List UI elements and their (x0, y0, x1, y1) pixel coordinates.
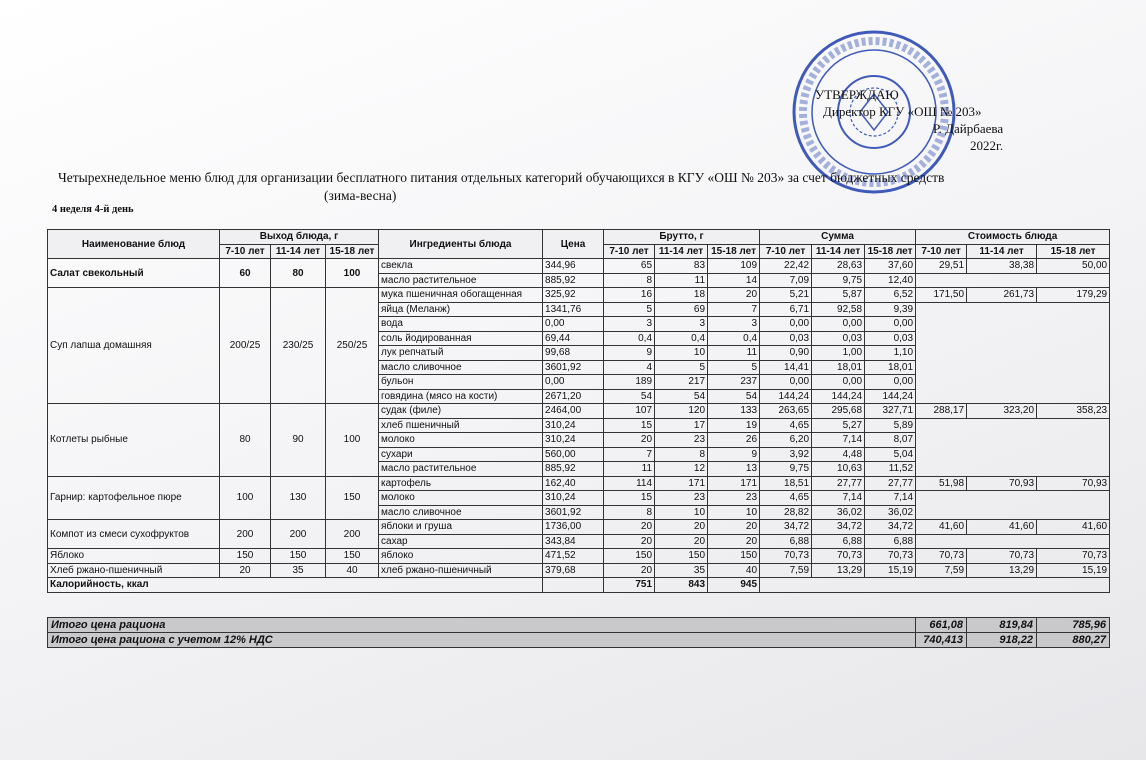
calories-empty (760, 578, 1110, 593)
ingredient-brutto: 18 (655, 288, 708, 303)
dish-cost: 38,38 (967, 259, 1037, 274)
ingredient-brutto: 54 (604, 389, 655, 404)
ingredient-sum: 295,68 (812, 404, 865, 419)
ingredient-sum: 6,88 (760, 534, 812, 549)
calories-value: 751 (604, 578, 655, 593)
menu-table-body (48, 259, 1110, 578)
ingredient-price: 885,92 (543, 273, 604, 288)
ingredient-brutto: 8 (604, 505, 655, 520)
dish-cost: 323,20 (967, 404, 1037, 419)
dish-name: Гарнир: картофельное пюре (48, 476, 220, 520)
ingredient-name: хлеб пшеничный (379, 418, 543, 433)
ingredient-sum: 28,63 (812, 259, 865, 274)
ingredient-sum: 7,14 (812, 433, 865, 448)
dish-cost-empty (916, 273, 1110, 288)
ingredient-sum: 0,03 (760, 331, 812, 346)
dish-cost-empty (916, 302, 1110, 404)
ingredient-sum: 6,52 (865, 288, 916, 303)
ingredient-sum: 22,42 (760, 259, 812, 274)
ingredient-name: яблоко (379, 549, 543, 564)
ingredient-sum: 70,73 (812, 549, 865, 564)
ingredient-brutto: 11 (708, 346, 760, 361)
dish-name: Хлеб ржано-пшеничный (48, 563, 220, 578)
ingredient-brutto: 13 (708, 462, 760, 477)
ingredient-brutto: 237 (708, 375, 760, 390)
ingredient-sum: 92,58 (812, 302, 865, 317)
header-age: 7-10 лет (220, 244, 271, 259)
ingredient-sum: 0,00 (812, 317, 865, 332)
dish-name: Компот из смеси сухофруктов (48, 520, 220, 549)
dish-yield: 250/25 (326, 288, 379, 404)
ingredient-brutto: 20 (655, 534, 708, 549)
ingredient-sum: 263,65 (760, 404, 812, 419)
ingredient-brutto: 11 (604, 462, 655, 477)
dish-yield: 20 (220, 563, 271, 578)
ingredient-brutto: 83 (655, 259, 708, 274)
dish-cost: 13,29 (967, 563, 1037, 578)
ingredient-sum: 27,77 (865, 476, 916, 491)
ingredient-brutto: 26 (708, 433, 760, 448)
ingredient-sum: 34,72 (760, 520, 812, 535)
ingredient-brutto: 171 (655, 476, 708, 491)
ingredient-brutto: 114 (604, 476, 655, 491)
ingredient-brutto: 7 (604, 447, 655, 462)
total-value: 785,96 (1037, 618, 1110, 633)
dish-cost: 70,73 (967, 549, 1037, 564)
table-row (48, 259, 1110, 274)
ingredient-name: молоко (379, 433, 543, 448)
ingredient-sum: 3,92 (760, 447, 812, 462)
approval-director: Директор КГУ «ОШ № 203» (823, 104, 982, 119)
ingredient-sum: 0,00 (760, 317, 812, 332)
totals-table (47, 617, 1110, 648)
dish-yield: 100 (326, 259, 379, 288)
calories-spacer (543, 578, 604, 593)
ingredient-brutto: 3 (655, 317, 708, 332)
dish-cost: 171,50 (916, 288, 967, 303)
header-age: 11-14 лет (655, 244, 708, 259)
ingredient-sum: 0,03 (812, 331, 865, 346)
ingredient-sum: 6,88 (812, 534, 865, 549)
dish-cost: 70,73 (916, 549, 967, 564)
approval-heading: УТВЕРЖДАЮ (815, 87, 899, 102)
ingredient-sum: 5,04 (865, 447, 916, 462)
ingredient-brutto: 150 (708, 549, 760, 564)
menu-table (47, 229, 1110, 593)
dish-cost: 7,59 (916, 563, 967, 578)
ingredient-sum: 15,19 (865, 563, 916, 578)
approval-date: 2022г. (970, 138, 1004, 153)
ingredient-sum: 70,73 (865, 549, 916, 564)
table-row (48, 520, 1110, 535)
ingredient-brutto: 20 (655, 520, 708, 535)
ingredient-brutto: 150 (655, 549, 708, 564)
total-row (48, 618, 1110, 633)
ingredient-sum: 4,48 (812, 447, 865, 462)
ingredient-sum: 0,00 (865, 375, 916, 390)
ingredient-name: масло растительное (379, 273, 543, 288)
dish-yield: 200 (326, 520, 379, 549)
ingredient-brutto: 20 (604, 520, 655, 535)
ingredient-brutto: 15 (604, 418, 655, 433)
total-label: Итого цена рациона (48, 618, 916, 633)
ingredient-sum: 144,24 (812, 389, 865, 404)
dish-yield: 80 (220, 404, 271, 477)
dish-cost: 179,29 (1037, 288, 1110, 303)
header-price: Цена (543, 230, 604, 259)
week-day-label: 4 неделя 4-й день (52, 204, 134, 215)
ingredient-sum: 18,01 (812, 360, 865, 375)
ingredient-sum: 0,00 (812, 375, 865, 390)
dish-cost: 50,00 (1037, 259, 1110, 274)
total-value: 661,08 (916, 618, 967, 633)
ingredient-price: 344,96 (543, 259, 604, 274)
ingredient-brutto: 10 (655, 346, 708, 361)
ingredient-brutto: 11 (655, 273, 708, 288)
ingredient-brutto: 20 (604, 563, 655, 578)
ingredient-sum: 0,00 (760, 375, 812, 390)
dish-name: Яблоко (48, 549, 220, 564)
dish-cost: 288,17 (916, 404, 967, 419)
ingredient-brutto: 20 (604, 534, 655, 549)
ingredient-price: 0,00 (543, 375, 604, 390)
ingredient-brutto: 0,4 (604, 331, 655, 346)
ingredient-price: 471,52 (543, 549, 604, 564)
ingredient-price: 162,40 (543, 476, 604, 491)
dish-yield: 100 (220, 476, 271, 520)
header-ingredients: Ингредиенты блюда (379, 230, 543, 259)
ingredient-name: лук репчатый (379, 346, 543, 361)
ingredient-brutto: 7 (708, 302, 760, 317)
ingredient-sum: 18,01 (865, 360, 916, 375)
header-age: 15-18 лет (865, 244, 916, 259)
ingredient-brutto: 15 (604, 491, 655, 506)
ingredient-brutto: 20 (708, 288, 760, 303)
dish-yield: 100 (326, 404, 379, 477)
ingredient-sum: 13,29 (812, 563, 865, 578)
dish-name: Котлеты рыбные (48, 404, 220, 477)
ingredient-sum: 7,14 (865, 491, 916, 506)
ingredient-sum: 9,75 (812, 273, 865, 288)
table-row (48, 563, 1110, 578)
ingredient-sum: 9,75 (760, 462, 812, 477)
dish-cost: 41,60 (967, 520, 1037, 535)
ingredient-sum: 0,03 (865, 331, 916, 346)
ingredient-sum: 11,52 (865, 462, 916, 477)
ingredient-sum: 14,41 (760, 360, 812, 375)
header-sum: Сумма (760, 230, 916, 245)
ingredient-sum: 28,82 (760, 505, 812, 520)
ingredient-price: 1341,76 (543, 302, 604, 317)
ingredient-brutto: 189 (604, 375, 655, 390)
ingredient-brutto: 17 (655, 418, 708, 433)
header-brutto: Брутто, г (604, 230, 760, 245)
ingredient-sum: 5,27 (812, 418, 865, 433)
ingredient-brutto: 133 (708, 404, 760, 419)
dish-cost-empty (916, 418, 1110, 476)
ingredient-name: судак (филе) (379, 404, 543, 419)
ingredient-price: 3601,92 (543, 360, 604, 375)
header-age: 11-14 лет (967, 244, 1037, 259)
ingredient-name: сухари (379, 447, 543, 462)
ingredient-price: 99,68 (543, 346, 604, 361)
ingredient-price: 2671,20 (543, 389, 604, 404)
ingredient-name: масло сливочное (379, 505, 543, 520)
ingredient-name: бульон (379, 375, 543, 390)
ingredient-price: 69,44 (543, 331, 604, 346)
document-title: Четырехнедельное меню блюд для организации бесплатного питания отдельных категорий обучающихся в КГУ «ОШ № 203» за счет бюджетных средств (58, 170, 945, 185)
dish-cost: 70,93 (1037, 476, 1110, 491)
ingredient-brutto: 20 (708, 534, 760, 549)
ingredient-name: масло сливочное (379, 360, 543, 375)
ingredient-sum: 8,07 (865, 433, 916, 448)
header-age: 15-18 лет (708, 244, 760, 259)
total-vat-row (48, 633, 1110, 648)
header-dish: Наименование блюд (48, 230, 220, 259)
header-age: 7-10 лет (916, 244, 967, 259)
ingredient-name: мука пшеничная обогащенная (379, 288, 543, 303)
dish-name: Суп лапша домашняя (48, 288, 220, 404)
ingredient-price: 310,24 (543, 433, 604, 448)
dish-yield: 150 (271, 549, 326, 564)
ingredient-name: вода (379, 317, 543, 332)
ingredient-sum: 36,02 (865, 505, 916, 520)
ingredient-sum: 7,09 (760, 273, 812, 288)
ingredient-name: картофель (379, 476, 543, 491)
dish-cost: 51,98 (916, 476, 967, 491)
ingredient-brutto: 4 (604, 360, 655, 375)
dish-yield: 200 (220, 520, 271, 549)
ingredient-brutto: 5 (655, 360, 708, 375)
ingredient-brutto: 16 (604, 288, 655, 303)
dish-yield: 90 (271, 404, 326, 477)
ingredient-brutto: 23 (655, 491, 708, 506)
calories-row (48, 578, 1110, 593)
dish-yield: 200/25 (220, 288, 271, 404)
dish-cost: 358,23 (1037, 404, 1110, 419)
ingredient-price: 1736,00 (543, 520, 604, 535)
ingredient-brutto: 20 (604, 433, 655, 448)
ingredient-brutto: 23 (708, 491, 760, 506)
ingredient-sum: 7,14 (812, 491, 865, 506)
calories-value: 945 (708, 578, 760, 593)
ingredient-brutto: 171 (708, 476, 760, 491)
header-row-1 (48, 230, 1110, 245)
ingredient-brutto: 23 (655, 433, 708, 448)
total-value: 819,84 (967, 618, 1037, 633)
ingredient-brutto: 14 (708, 273, 760, 288)
ingredient-name: соль йодированная (379, 331, 543, 346)
ingredient-sum: 5,21 (760, 288, 812, 303)
ingredient-brutto: 0,4 (655, 331, 708, 346)
ingredient-brutto: 5 (708, 360, 760, 375)
ingredient-brutto: 10 (708, 505, 760, 520)
approval-signature-name: Р. Дайрбаева (933, 121, 1004, 136)
dish-yield: 150 (326, 549, 379, 564)
ingredient-sum: 144,24 (760, 389, 812, 404)
ingredient-brutto: 69 (655, 302, 708, 317)
dish-yield: 130 (271, 476, 326, 520)
ingredient-price: 310,24 (543, 418, 604, 433)
ingredient-name: молоко (379, 491, 543, 506)
ingredient-brutto: 8 (655, 447, 708, 462)
ingredient-sum: 34,72 (812, 520, 865, 535)
ingredient-name: свекла (379, 259, 543, 274)
total-vat-value: 880,27 (1037, 633, 1110, 648)
ingredient-name: говядина (мясо на кости) (379, 389, 543, 404)
total-vat-value: 740,413 (916, 633, 967, 648)
dish-yield: 80 (271, 259, 326, 288)
ingredient-sum: 6,71 (760, 302, 812, 317)
ingredient-sum: 1,10 (865, 346, 916, 361)
ingredient-price: 379,68 (543, 563, 604, 578)
ingredient-brutto: 40 (708, 563, 760, 578)
dish-yield: 60 (220, 259, 271, 288)
dish-yield: 200 (271, 520, 326, 549)
ingredient-price: 325,92 (543, 288, 604, 303)
ingredient-brutto: 109 (708, 259, 760, 274)
header-age: 7-10 лет (760, 244, 812, 259)
ingredient-brutto: 9 (604, 346, 655, 361)
ingredient-sum: 36,02 (812, 505, 865, 520)
dish-cost: 41,60 (916, 520, 967, 535)
dish-cost: 15,19 (1037, 563, 1110, 578)
ingredient-brutto: 65 (604, 259, 655, 274)
ingredient-brutto: 19 (708, 418, 760, 433)
ingredient-sum: 1,00 (812, 346, 865, 361)
ingredient-name: яблоки и груша (379, 520, 543, 535)
ingredient-sum: 0,90 (760, 346, 812, 361)
dish-yield: 150 (220, 549, 271, 564)
ingredient-sum: 7,59 (760, 563, 812, 578)
ingredient-sum: 27,77 (812, 476, 865, 491)
dish-cost: 261,73 (967, 288, 1037, 303)
dish-cost-empty (916, 534, 1110, 549)
header-cost: Стоимость блюда (916, 230, 1110, 245)
dish-cost: 41,60 (1037, 520, 1110, 535)
ingredient-sum: 6,20 (760, 433, 812, 448)
ingredient-sum: 10,63 (812, 462, 865, 477)
table-row (48, 476, 1110, 491)
calories-label: Калорийность, ккал (48, 578, 543, 593)
dish-cost: 70,93 (967, 476, 1037, 491)
table-row (48, 549, 1110, 564)
ingredient-sum: 9,39 (865, 302, 916, 317)
header-age: 11-14 лет (271, 244, 326, 259)
ingredient-sum: 5,87 (812, 288, 865, 303)
approval-block (815, 86, 1035, 154)
ingredient-brutto: 3 (708, 317, 760, 332)
ingredient-brutto: 150 (604, 549, 655, 564)
ingredient-brutto: 8 (604, 273, 655, 288)
dish-yield: 150 (326, 476, 379, 520)
ingredient-sum: 37,60 (865, 259, 916, 274)
dish-yield: 35 (271, 563, 326, 578)
header-age: 15-18 лет (326, 244, 379, 259)
ingredient-brutto: 9 (708, 447, 760, 462)
ingredient-sum: 34,72 (865, 520, 916, 535)
dish-name: Салат свекольный (48, 259, 220, 288)
dish-yield: 40 (326, 563, 379, 578)
ingredient-sum: 144,24 (865, 389, 916, 404)
ingredient-name: яйца (Меланж) (379, 302, 543, 317)
header-age: 7-10 лет (604, 244, 655, 259)
ingredient-price: 343,84 (543, 534, 604, 549)
ingredient-price: 0,00 (543, 317, 604, 332)
ingredient-brutto: 20 (708, 520, 760, 535)
total-vat-label: Итого цена рациона с учетом 12% НДС (48, 633, 916, 648)
document-subtitle: (зима-весна) (324, 188, 397, 203)
ingredient-brutto: 217 (655, 375, 708, 390)
dish-yield: 230/25 (271, 288, 326, 404)
ingredient-sum: 5,89 (865, 418, 916, 433)
ingredient-price: 560,00 (543, 447, 604, 462)
dish-cost: 29,51 (916, 259, 967, 274)
dish-cost-empty (916, 491, 1110, 520)
table-row (48, 288, 1110, 303)
ingredient-brutto: 3 (604, 317, 655, 332)
ingredient-name: масло растительное (379, 462, 543, 477)
ingredient-brutto: 120 (655, 404, 708, 419)
header-age: 15-18 лет (1037, 244, 1110, 259)
ingredient-sum: 4,65 (760, 418, 812, 433)
ingredient-price: 310,24 (543, 491, 604, 506)
header-age: 11-14 лет (812, 244, 865, 259)
table-row (48, 404, 1110, 419)
header-yield: Выход блюда, г (220, 230, 379, 245)
ingredient-brutto: 12 (655, 462, 708, 477)
ingredient-name: сахар (379, 534, 543, 549)
ingredient-brutto: 0,4 (708, 331, 760, 346)
ingredient-brutto: 5 (604, 302, 655, 317)
ingredient-sum: 12,40 (865, 273, 916, 288)
ingredient-sum: 0,00 (865, 317, 916, 332)
total-vat-value: 918,22 (967, 633, 1037, 648)
ingredient-brutto: 10 (655, 505, 708, 520)
ingredient-brutto: 107 (604, 404, 655, 419)
dish-cost: 70,73 (1037, 549, 1110, 564)
calories-value: 843 (655, 578, 708, 593)
ingredient-price: 3601,92 (543, 505, 604, 520)
ingredient-brutto: 54 (655, 389, 708, 404)
ingredient-sum: 6,88 (865, 534, 916, 549)
ingredient-name: хлеб ржано-пшеничный (379, 563, 543, 578)
ingredient-brutto: 35 (655, 563, 708, 578)
ingredient-brutto: 54 (708, 389, 760, 404)
ingredient-sum: 4,65 (760, 491, 812, 506)
ingredient-sum: 70,73 (760, 549, 812, 564)
ingredient-price: 885,92 (543, 462, 604, 477)
ingredient-price: 2464,00 (543, 404, 604, 419)
ingredient-sum: 327,71 (865, 404, 916, 419)
ingredient-sum: 18,51 (760, 476, 812, 491)
